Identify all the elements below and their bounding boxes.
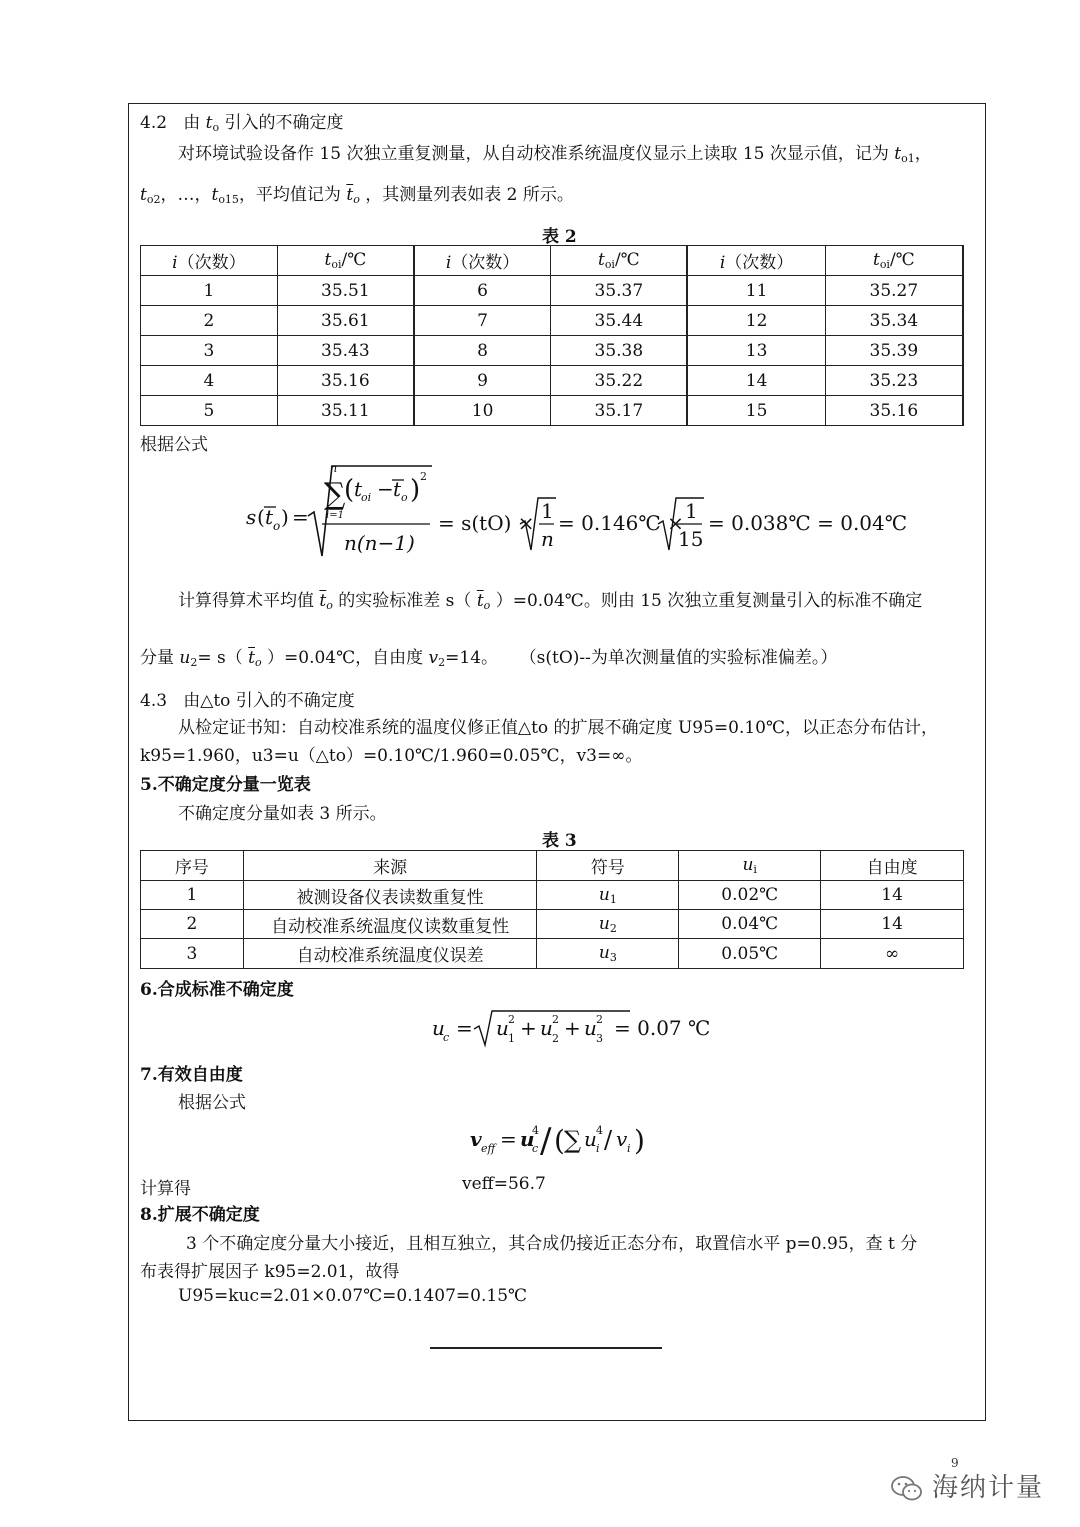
svg-text:t: t xyxy=(265,505,274,529)
svg-text:=: = xyxy=(500,1127,517,1151)
svg-text:∑: ∑ xyxy=(324,477,346,512)
table-cell: 35.11 xyxy=(277,396,414,426)
svg-text:2: 2 xyxy=(552,1013,559,1026)
svg-text:i=1: i=1 xyxy=(326,510,344,521)
sec42-para-line2: $t_{o2}$，…，$t_{o15}$，平均值记为 $\overline{t}_o$ ，其测量列表如表 2 所示。 xyxy=(140,185,574,206)
svg-text:i: i xyxy=(627,1142,631,1155)
svg-text:3: 3 xyxy=(596,1032,603,1045)
svg-text:(: ( xyxy=(344,475,355,505)
table-cell: 35.34 xyxy=(825,306,963,336)
svg-text:(: ( xyxy=(257,505,265,529)
table-cell: 35.61 xyxy=(277,306,414,336)
watermark-text: 海纳计量 xyxy=(931,1473,1044,1503)
table-cell: 1 xyxy=(141,881,244,910)
svg-text:=: = xyxy=(456,1016,473,1040)
table3-header xyxy=(141,851,964,881)
effective-dof-formula xyxy=(466,1118,656,1162)
svg-text:−: − xyxy=(377,477,394,501)
svg-text:u: u xyxy=(520,1127,535,1151)
svg-text:=: = xyxy=(292,505,309,529)
table-cell: 35.23 xyxy=(825,366,963,396)
svg-text:= s(tO) ×: = s(tO) × xyxy=(438,511,535,535)
svg-text:): ) xyxy=(410,475,421,505)
table-row xyxy=(141,366,964,396)
svg-text:= 0.146℃ ×: = 0.146℃ × xyxy=(558,511,684,535)
formula-intro: 根据公式 xyxy=(140,435,208,455)
svg-text:2: 2 xyxy=(552,1032,559,1045)
table-cell: 35.44 xyxy=(551,306,688,336)
table-cell: 12 xyxy=(687,306,825,336)
svg-text:2: 2 xyxy=(508,1013,515,1026)
table3-header-cell: 自由度 xyxy=(821,851,964,881)
table-cell: $u_1$ xyxy=(537,881,679,910)
table-cell: ∞ xyxy=(821,939,964,969)
svg-text:n(n−1): n(n−1) xyxy=(344,531,415,555)
svg-text:u: u xyxy=(584,1016,597,1040)
table-cell: 0.04℃ xyxy=(679,910,821,939)
svg-text:∑: ∑ xyxy=(564,1126,582,1154)
sec7-heading: 7.有效自由度 xyxy=(140,1065,243,1085)
svg-text:t: t xyxy=(393,477,402,501)
sec43-heading: 4.3 由△to 引入的不确定度 xyxy=(140,691,355,711)
table-cell: 2 xyxy=(141,910,244,939)
sec7-calc-value: veff=56.7 xyxy=(462,1174,546,1194)
sec7-calc-label: 计算得 xyxy=(140,1179,191,1199)
svg-text:eff: eff xyxy=(481,1142,496,1155)
svg-text:15: 15 xyxy=(678,527,704,551)
combined-uncertainty-formula xyxy=(428,1005,711,1051)
table3-caption: 表 3 xyxy=(542,831,577,851)
table-cell: 3 xyxy=(141,336,278,366)
table-cell: 自动校准系统温度仪读数重复性 xyxy=(243,910,537,939)
table-row xyxy=(141,336,964,366)
sec42-para-line1: 对环境试验设备作 15 次独立重复测量，从自动校准系统温度仪显示上读取 15 次显示值，记为 $t_{o1}$， xyxy=(178,144,932,165)
table-cell: 9 xyxy=(414,366,551,396)
table-cell: $u_3$ xyxy=(537,939,679,969)
table3-header-cell: 符号 xyxy=(537,851,679,881)
table-cell: 35.51 xyxy=(277,276,414,306)
table3-header-cell: 序号 xyxy=(141,851,244,881)
svg-text:v: v xyxy=(616,1127,628,1151)
svg-text:c: c xyxy=(443,1031,450,1044)
table-cell: 35.17 xyxy=(551,396,688,426)
table-cell: 3 xyxy=(141,939,244,969)
svg-text:s: s xyxy=(246,505,257,529)
sec8-para-line1: 3 个不确定度分量大小接近，且相互独立，其合成仍接近正态分布，取置信水平 p=0.95，查 t 分 xyxy=(186,1234,918,1254)
sec5-para: 不确定度分量如表 3 所示。 xyxy=(178,804,387,824)
svg-text:= 0.038℃ = 0.04℃: = 0.038℃ = 0.04℃ xyxy=(708,511,908,535)
table-cell: 35.22 xyxy=(551,366,688,396)
table2-header xyxy=(141,246,964,276)
std-dev-formula xyxy=(240,460,908,560)
table-cell: 5 xyxy=(141,396,278,426)
table2-caption: 表 2 xyxy=(542,227,577,247)
table-cell: 自动校准系统温度仪误差 xyxy=(243,939,537,969)
table-cell: 35.16 xyxy=(825,396,963,426)
svg-text:oi: oi xyxy=(361,491,372,504)
svg-text:o: o xyxy=(401,491,408,504)
sec43-para-line2: k95=1.960，u3=u（△to）=0.10℃/1.960=0.05℃，v3=∞。 xyxy=(140,746,643,766)
sec43-para-line1: 从检定证书知：自动校准系统的温度仪修正值△to 的扩展不确定度 U95=0.10℃，以正态分布估计， xyxy=(178,718,939,738)
svg-text:+: + xyxy=(520,1016,537,1040)
page-number: 9 xyxy=(951,1456,959,1470)
svg-text:o: o xyxy=(273,519,281,533)
table-cell: 35.27 xyxy=(825,276,963,306)
svg-text:4: 4 xyxy=(532,1124,539,1137)
table-cell: 11 xyxy=(687,276,825,306)
sec6-heading: 6.合成标准不确定度 xyxy=(140,980,294,1000)
table-cell: 35.37 xyxy=(551,276,688,306)
table-cell: 13 xyxy=(687,336,825,366)
table-cell: 6 xyxy=(414,276,551,306)
sec8-heading: 8.扩展不确定度 xyxy=(140,1205,260,1225)
table-cell: 8 xyxy=(414,336,551,366)
table-row xyxy=(141,910,964,939)
table-cell: 2 xyxy=(141,306,278,336)
table-row xyxy=(141,306,964,336)
table2-header-cell: i（次数） xyxy=(414,246,551,276)
table-row xyxy=(141,939,964,969)
table-cell: 14 xyxy=(821,881,964,910)
svg-text:1: 1 xyxy=(541,499,554,523)
watermark xyxy=(890,1467,1044,1504)
svg-text:= 0.07 ℃: = 0.07 ℃ xyxy=(614,1016,711,1040)
svg-text:v: v xyxy=(470,1127,482,1151)
svg-text:1: 1 xyxy=(508,1032,515,1045)
svg-text:i: i xyxy=(596,1142,600,1155)
table2-header-cell: i（次数） xyxy=(141,246,278,276)
table3-header-cell: 来源 xyxy=(243,851,537,881)
table-cell: 14 xyxy=(687,366,825,396)
table2-header-cell: $t_{oi}/℃$ xyxy=(277,246,414,276)
table-cell: 0.05℃ xyxy=(679,939,821,969)
svg-text:t: t xyxy=(354,477,363,501)
calc-line1: 计算得算术平均值 $\overline{t}_o$ 的实验标准差 s（ $\overline{t}_o$ ）=0.04℃。则由 15 次独立重复测量引入的标准不确定 xyxy=(178,591,923,612)
table-row xyxy=(141,396,964,426)
svg-text:u: u xyxy=(584,1127,597,1151)
table-cell: 35.38 xyxy=(551,336,688,366)
svg-text:2: 2 xyxy=(420,470,427,483)
table-cell: 4 xyxy=(141,366,278,396)
table2-header-cell: i（次数） xyxy=(687,246,825,276)
table-cell: 14 xyxy=(821,910,964,939)
table-cell: 7 xyxy=(414,306,551,336)
svg-text:): ) xyxy=(634,1124,645,1157)
table2-header-cell: $t_{oi}/℃$ xyxy=(825,246,963,276)
svg-text:1: 1 xyxy=(685,499,698,523)
table-cell: 1 xyxy=(141,276,278,306)
svg-text:u: u xyxy=(496,1016,509,1040)
table-cell: 0.02℃ xyxy=(679,881,821,910)
table-cell: 10 xyxy=(414,396,551,426)
svg-text:u: u xyxy=(432,1016,445,1040)
sec42-heading: 4.2 由 $t_o$ 引入的不确定度 xyxy=(140,113,344,134)
table2 xyxy=(140,245,964,426)
table-row xyxy=(141,276,964,306)
svg-text:2: 2 xyxy=(596,1013,603,1026)
svg-text:c: c xyxy=(532,1142,539,1155)
table-cell: $u_2$ xyxy=(537,910,679,939)
table2-header-cell: $t_{oi}/℃$ xyxy=(551,246,688,276)
table-cell: 35.16 xyxy=(277,366,414,396)
table3-header-cell: $u_i$ xyxy=(679,851,821,881)
table-cell: 15 xyxy=(687,396,825,426)
svg-text:u: u xyxy=(540,1016,553,1040)
svg-text:(: ( xyxy=(554,1124,565,1157)
calc-line2: 分量 $u_2= s$（ $\overline{t}_o$ ）=0.04℃，自由度 $v_2=14$。 （s(tO)--为单次测量值的实验标准偏差。） xyxy=(140,648,838,669)
table3 xyxy=(140,850,964,969)
svg-text:/: / xyxy=(604,1126,613,1154)
sec8-para-line2: 布表得扩展因子 k95=2.01，故得 xyxy=(140,1262,400,1282)
sec7-intro: 根据公式 xyxy=(178,1093,246,1113)
sec8-result: U95=kuc=2.01×0.07℃=0.1407=0.15℃ xyxy=(178,1286,528,1306)
wechat-icon xyxy=(890,1475,924,1503)
svg-text:/: / xyxy=(540,1121,552,1161)
svg-text:n: n xyxy=(330,462,338,475)
svg-text:+: + xyxy=(564,1016,581,1040)
table-cell: 被测设备仪表读数重复性 xyxy=(243,881,537,910)
table-cell: 35.43 xyxy=(277,336,414,366)
sec5-heading: 5.不确定度分量一览表 xyxy=(140,775,311,795)
svg-text:): ) xyxy=(281,505,289,529)
table-row xyxy=(141,881,964,910)
svg-text:n: n xyxy=(541,527,554,551)
svg-text:4: 4 xyxy=(596,1124,603,1137)
table-cell: 35.39 xyxy=(825,336,963,366)
end-rule xyxy=(430,1347,662,1349)
